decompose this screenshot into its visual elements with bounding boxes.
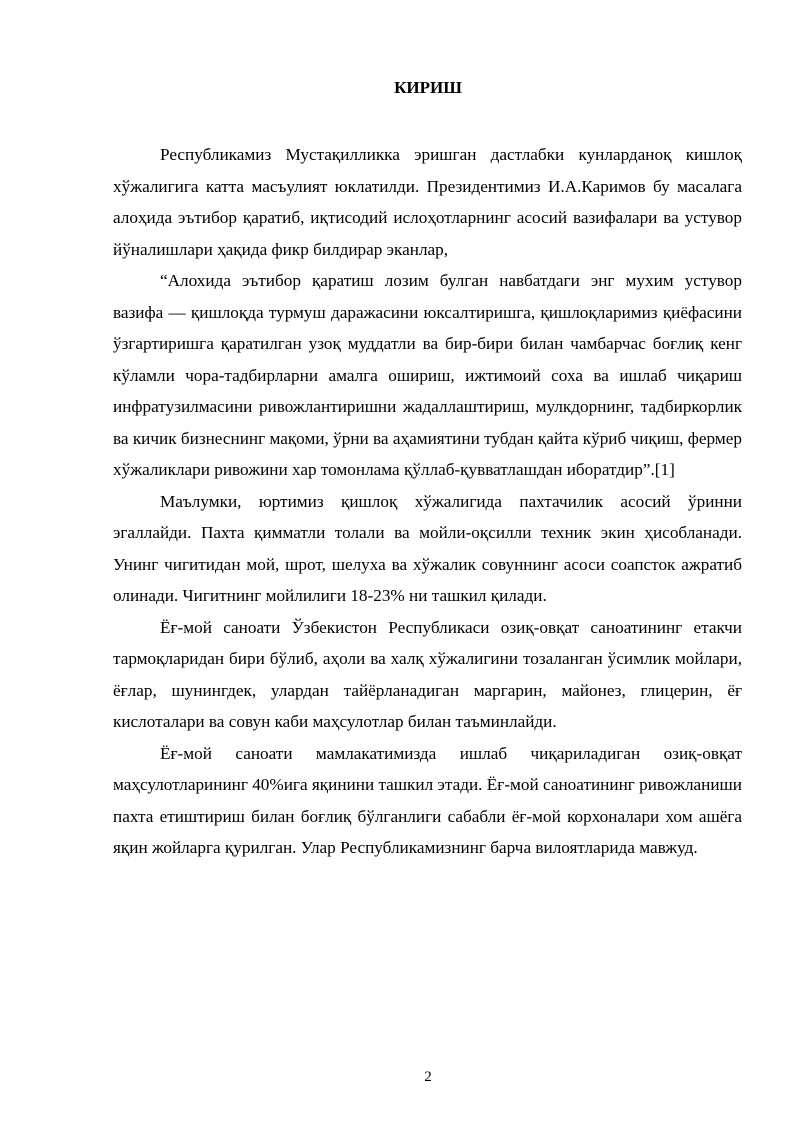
section-title: КИРИШ <box>394 78 462 97</box>
paragraph-intro: Республикамиз Мустақилликка эришган дастлабки кунларданоқ кишлоқ хўжалигига катта масъулият юклатилди. Президентимиз И.А.Каримов бу масалага алоҳида эътибор қаратиб, иқтисодий ислоҳотларнинг асосий вазифалари ва устувор йўналишлари ҳақида фикр билдирар эканлар, <box>113 145 742 259</box>
paragraph-oil-production: Ёғ-мой саноати мамлакатимизда ишлаб чиқариладиган озиқ-овқат маҳсулотларининг 40%ига яқинини ташкил этади. Ёғ-мой саноатининг ривожланиши пахта етиштириш билан боғлиқ бўлганлиги сабабли ёғ-мой корхоналари хом ашёга яқин жойларга қурилган. Улар Республикамизнинг барча вилоятларида мавжуд. <box>113 743 742 857</box>
paragraph-oil-industry: Ёғ-мой саноати Ўзбекистон Республикаси озиқ-овқат саноатининг етакчи тармоқларидан бири бўлиб, аҳоли ва халқ хўжалигини тозаланган ўсимлик мойлари, ёғлар, шунингдек, улардан тайёрланадиган маргарин, майонез, глицерин, ёғ кислоталари ва совун каби маҳсулотлар билан таъминлайди. <box>113 617 742 731</box>
body-text <box>113 139 742 864</box>
paragraph-cotton: Маълумки, юртимиз қишлоқ хўжалигида пахтачилик асосий ўринни эгаллайди. Пахта қимматли толали ва мойли-оқсилли техник экин ҳисобланади. Унинг чигитидан мой, шрот, шелуха ва хўжалик совуннинг асоси соапсток ажратиб олинади. Чигитнинг мойлилиги 18-23% ни ташкил қилади. <box>113 491 742 605</box>
paragraph-quote: “Алохида эътибор қаратиш лозим булган навбатдаги энг мухим устувор вазифа — қишлоқда турмуш даражасини юксалтиришга, қишлоқларимиз қиёфасини ўзгартиришга қаратилган узоқ муддатли ва бир-бири билан чамбарчас боғлиқ кенг кўламли чора-тадбирларни амалга ошириш, ижтимоий соха ва ишлаб чиқариш инфратузилмасини ривожлантиришни жадаллаштириш, мулкдорнинг, тадбиркорлик ва кичик бизнеснинг мақоми, ўрни ва аҳамиятини тубдан қайта кўриб чиқиш, фермер хўжаликлари ривожини хар томонлама қўллаб-қувватлашдан иборатдир”.[1] <box>113 271 742 479</box>
page-number: 2 <box>424 1069 432 1085</box>
